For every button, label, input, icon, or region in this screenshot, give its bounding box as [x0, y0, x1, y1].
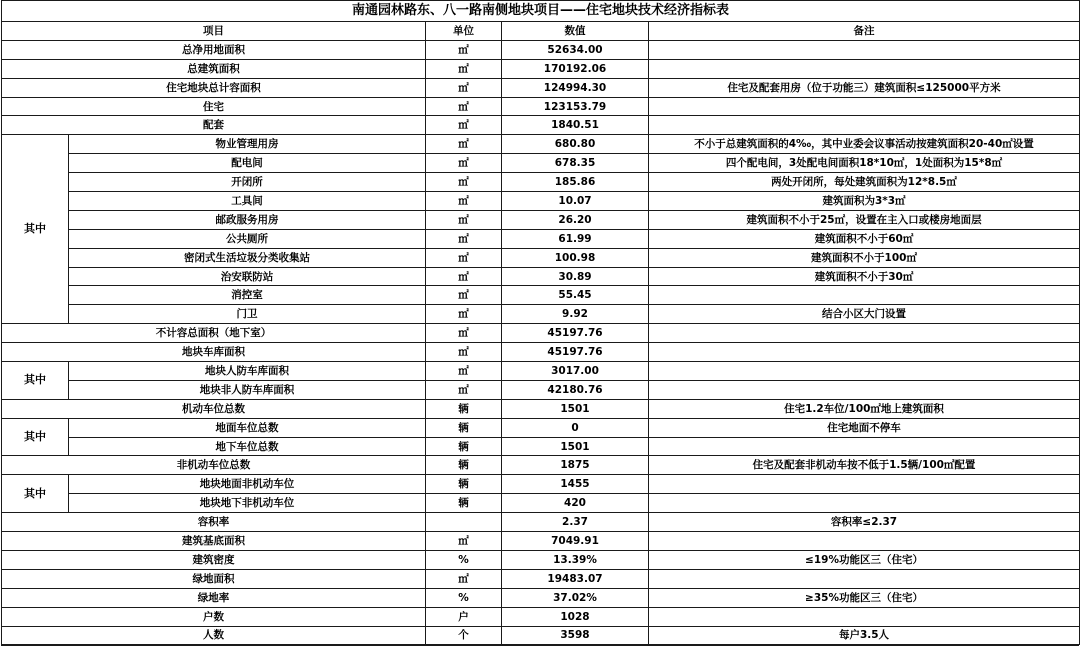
row-note: 住宅1.2车位/100㎡地上建筑面积: [649, 399, 1080, 418]
row-note: [649, 532, 1080, 551]
row-value: 45197.76: [502, 343, 649, 362]
table-row: [2, 229, 1080, 248]
table-title: 南通园林路东、八一路南侧地块项目——住宅地块技术经济指标表: [2, 1, 1080, 22]
row-note: 建筑面积不小于25㎡，设置在主入口或楼房地面层: [649, 210, 1080, 229]
row-note: 住宅及配套非机动车按不低于1.5辆/100㎡配置: [649, 456, 1080, 475]
row-note: 建筑面积为3*3㎡: [649, 192, 1080, 211]
row-item: 地下车位总数: [69, 437, 426, 456]
table-row: [2, 437, 1080, 456]
row-value: 1028: [502, 607, 649, 626]
group-label: 其中: [2, 135, 69, 324]
row-value: 37.02%: [502, 588, 649, 607]
row-note: [649, 116, 1080, 135]
row-unit: ㎡: [426, 305, 502, 324]
row-item: 地块地下非机动车位: [69, 494, 426, 513]
row-item: 公共厕所: [69, 229, 426, 248]
row-note: [649, 343, 1080, 362]
row-note: [649, 569, 1080, 588]
row-value: 7049.91: [502, 532, 649, 551]
table-row: [2, 40, 1080, 59]
row-item: 容积率: [2, 513, 426, 532]
row-value: 3017.00: [502, 362, 649, 381]
row-note: [649, 475, 1080, 494]
row-value: 185.86: [502, 173, 649, 192]
table-row: [2, 305, 1080, 324]
row-unit: %: [426, 588, 502, 607]
row-item: 门卫: [69, 305, 426, 324]
row-value: 680.80: [502, 135, 649, 154]
row-value: 123153.79: [502, 97, 649, 116]
row-unit: ㎡: [426, 229, 502, 248]
row-item: 治安联防站: [69, 267, 426, 286]
row-unit: ㎡: [426, 40, 502, 59]
table-row: [2, 210, 1080, 229]
row-unit: ㎡: [426, 154, 502, 173]
row-note: [649, 286, 1080, 305]
row-note: 两处开闭所，每处建筑面积为12*8.5㎡: [649, 173, 1080, 192]
row-item: 消控室: [69, 286, 426, 305]
row-unit: ㎡: [426, 248, 502, 267]
row-item: 户数: [2, 607, 426, 626]
table-row: [2, 456, 1080, 475]
table-row: [2, 513, 1080, 532]
table-row: [2, 154, 1080, 173]
table-row: [2, 418, 1080, 437]
row-unit: ㎡: [426, 135, 502, 154]
row-item: 配套: [2, 116, 426, 135]
indicator-table: [1, 0, 1080, 645]
table-row: [2, 192, 1080, 211]
header-unit: 单位: [426, 22, 502, 41]
row-value: 9.92: [502, 305, 649, 324]
row-note: ≤19%功能区三（住宅）: [649, 550, 1080, 569]
row-unit: ㎡: [426, 286, 502, 305]
row-value: 124994.30: [502, 78, 649, 97]
table-row: [2, 362, 1080, 381]
group-label: 其中: [2, 362, 69, 400]
table-row: [2, 607, 1080, 626]
row-item: 不计容总面积（地下室）: [2, 324, 426, 343]
table-row: [2, 59, 1080, 78]
row-note: [649, 97, 1080, 116]
row-value: 678.35: [502, 154, 649, 173]
row-value: 3598: [502, 626, 649, 645]
row-item: 开闭所: [69, 173, 426, 192]
row-value: 42180.76: [502, 380, 649, 399]
table-row: [2, 116, 1080, 135]
row-unit: ㎡: [426, 210, 502, 229]
row-unit: 辆: [426, 475, 502, 494]
table-row: [2, 399, 1080, 418]
table-row: [2, 532, 1080, 551]
row-unit: ㎡: [426, 343, 502, 362]
table-row: [2, 380, 1080, 399]
table-row: [2, 626, 1080, 645]
indicator-sheet: [1, 0, 1079, 650]
table-row: [2, 97, 1080, 116]
row-note: 每户3.5人: [649, 626, 1080, 645]
row-note: [649, 324, 1080, 343]
row-unit: ㎡: [426, 116, 502, 135]
row-value: 55.45: [502, 286, 649, 305]
row-value: 26.20: [502, 210, 649, 229]
row-note: [649, 494, 1080, 513]
row-unit: ㎡: [426, 97, 502, 116]
row-item: 住宅地块总计容面积: [2, 78, 426, 97]
row-item: 地块地面非机动车位: [69, 475, 426, 494]
row-note: [649, 40, 1080, 59]
row-note: 不小于总建筑面积的4‰，其中业委会议事活动按建筑面积20-40㎡设置: [649, 135, 1080, 154]
row-value: 420: [502, 494, 649, 513]
row-value: 1501: [502, 399, 649, 418]
row-note: 住宅地面不停车: [649, 418, 1080, 437]
row-unit: %: [426, 550, 502, 569]
row-unit: ㎡: [426, 78, 502, 97]
row-item: 配电间: [69, 154, 426, 173]
row-note: [649, 437, 1080, 456]
row-item: 总建筑面积: [2, 59, 426, 78]
row-value: 13.39%: [502, 550, 649, 569]
row-note: 建筑面积不小于100㎡: [649, 248, 1080, 267]
table-row: [2, 78, 1080, 97]
row-unit: ㎡: [426, 324, 502, 343]
table-row: [2, 267, 1080, 286]
group-label: 其中: [2, 418, 69, 456]
row-item: 建筑密度: [2, 550, 426, 569]
row-value: 1501: [502, 437, 649, 456]
row-note: [649, 362, 1080, 381]
row-unit: 辆: [426, 437, 502, 456]
row-note: 建筑面积不小于60㎡: [649, 229, 1080, 248]
row-value: 45197.76: [502, 324, 649, 343]
row-note: 结合小区大门设置: [649, 305, 1080, 324]
row-item: 总净用地面积: [2, 40, 426, 59]
row-unit: 个: [426, 626, 502, 645]
row-value: 1840.51: [502, 116, 649, 135]
row-value: 19483.07: [502, 569, 649, 588]
row-item: 机动车位总数: [2, 399, 426, 418]
table-row: [2, 135, 1080, 154]
row-item: 非机动车位总数: [2, 456, 426, 475]
row-unit: ㎡: [426, 380, 502, 399]
row-unit: 辆: [426, 418, 502, 437]
row-item: 地块车库面积: [2, 343, 426, 362]
table-row: [2, 248, 1080, 267]
row-item: 地块非人防车库面积: [69, 380, 426, 399]
row-unit: ㎡: [426, 59, 502, 78]
row-value: 52634.00: [502, 40, 649, 59]
table-bottom-border: [1, 645, 1079, 650]
row-unit: 辆: [426, 494, 502, 513]
row-item: 建筑基底面积: [2, 532, 426, 551]
row-note: 建筑面积不小于30㎡: [649, 267, 1080, 286]
table-row: [2, 173, 1080, 192]
row-note: 四个配电间，3处配电间面积18*10㎡，1处面积为15*8㎡: [649, 154, 1080, 173]
row-item: 地面车位总数: [69, 418, 426, 437]
table-row: [2, 494, 1080, 513]
row-note: [649, 380, 1080, 399]
row-value: 170192.06: [502, 59, 649, 78]
table-row: [2, 588, 1080, 607]
header-item: 项目: [2, 22, 426, 41]
row-item: 绿地率: [2, 588, 426, 607]
row-value: 61.99: [502, 229, 649, 248]
row-unit: 辆: [426, 456, 502, 475]
row-unit: 户: [426, 607, 502, 626]
row-unit: 辆: [426, 399, 502, 418]
row-unit: ㎡: [426, 569, 502, 588]
row-item: 住宅: [2, 97, 426, 116]
row-unit: ㎡: [426, 267, 502, 286]
row-item: 物业管理用房: [69, 135, 426, 154]
row-value: 30.89: [502, 267, 649, 286]
row-unit: ㎡: [426, 362, 502, 381]
row-item: 邮政服务用房: [69, 210, 426, 229]
row-unit: ㎡: [426, 192, 502, 211]
header-value: 数值: [502, 22, 649, 41]
row-value: 1875: [502, 456, 649, 475]
row-note: [649, 607, 1080, 626]
row-value: 10.07: [502, 192, 649, 211]
row-note: [649, 59, 1080, 78]
row-value: 2.37: [502, 513, 649, 532]
row-item: 密闭式生活垃圾分类收集站: [69, 248, 426, 267]
table-row: [2, 286, 1080, 305]
row-value: 0: [502, 418, 649, 437]
row-item: 人数: [2, 626, 426, 645]
row-note: 容积率≤2.37: [649, 513, 1080, 532]
row-unit: ㎡: [426, 173, 502, 192]
table-row: [2, 324, 1080, 343]
row-value: 100.98: [502, 248, 649, 267]
row-value: 1455: [502, 475, 649, 494]
row-unit: [426, 513, 502, 532]
row-note: 住宅及配套用房（位于功能三）建筑面积≤125000平方米: [649, 78, 1080, 97]
table-row: [2, 569, 1080, 588]
row-note: ≥35%功能区三（住宅）: [649, 588, 1080, 607]
row-item: 工具间: [69, 192, 426, 211]
row-item: 地块人防车库面积: [69, 362, 426, 381]
table-row: [2, 550, 1080, 569]
table-row: [2, 475, 1080, 494]
header-note: 备注: [649, 22, 1080, 41]
row-unit: ㎡: [426, 532, 502, 551]
table-row: [2, 343, 1080, 362]
row-item: 绿地面积: [2, 569, 426, 588]
group-label: 其中: [2, 475, 69, 513]
